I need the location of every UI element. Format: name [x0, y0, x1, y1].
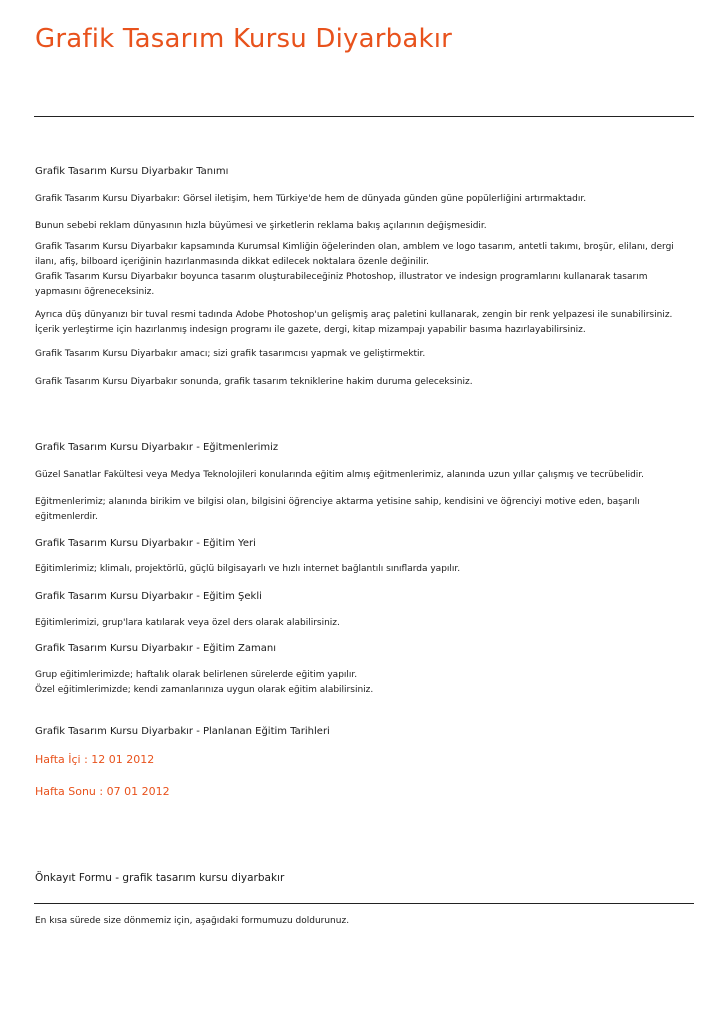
page-title: Grafik Tasarım Kursu Diyarbakır	[35, 24, 453, 54]
paragraph-format: Eğitimlerimizi, grup'lara katılarak veya özel ders olarak alabilirsiniz.	[35, 618, 340, 628]
section-heading-tarihler: Grafik Tasarım Kursu Diyarbakır - Planlanan Eğitim Tarihleri	[35, 726, 330, 737]
paragraph-line: Ayrıca düş dünyanızı bir tuval resmi tadında Adobe Photoshop'un gelişmiş araç paletini kullanarak, zengin bir renk yelpazesi ile sunabilirsiniz.	[35, 310, 673, 320]
paragraph-line: Grafik Tasarım Kursu Diyarbakır kapsamında Kurumsal Kimliğin öğelerinden olan, amblem ve logo tasarım, antetli takımı, broşür, elilanı, dergi	[35, 242, 674, 252]
date-weekend: Hafta Sonu : 07 01 2012	[35, 785, 170, 798]
section-heading-tanim: Grafik Tasarım Kursu Diyarbakır Tanımı	[35, 166, 229, 177]
paragraph-line: yapmasını öğreneceksiniz.	[35, 287, 155, 297]
date-weekday: Hafta İçi : 12 01 2012	[35, 753, 155, 766]
paragraph-line: eğitmenlerdir.	[35, 512, 98, 522]
paragraph-instructors-1: Güzel Sanatlar Fakültesi veya Medya Teknolojileri konularında eğitim almış eğitmenlerimiz, alanında uzun yıllar çalışmış ve tecrübelidir.	[35, 470, 645, 480]
paragraph-outcome: Grafik Tasarım Kursu Diyarbakır sonunda, grafik tasarım tekniklerine hakim duruma geleceksiniz.	[35, 377, 473, 387]
section-heading-egitim-sekli: Grafik Tasarım Kursu Diyarbakır - Eğitim Şekli	[35, 591, 262, 602]
form-divider	[34, 903, 694, 904]
form-instruction: En kısa sürede size dönmemiz için, aşağıdaki formumuzu doldurunuz.	[35, 916, 350, 926]
paragraph-line: Eğitmenlerimiz; alanında birikim ve bilgisi olan, bilgisini öğrenciye aktarma yetisine sahip, kendisini ve öğrenciyi motive eden, başarılı	[35, 497, 640, 507]
section-heading-egitmenler: Grafik Tasarım Kursu Diyarbakır - Eğitmenlerimiz	[35, 442, 279, 453]
section-heading-egitim-zamani: Grafik Tasarım Kursu Diyarbakır - Eğitim Zamanı	[35, 643, 277, 654]
paragraph-line: Özel eğitimlerimizde; kendi zamanlarınıza uygun olarak eğitim alabilirsiniz.	[35, 685, 374, 695]
paragraph-line: İçerik yerleştirme için hazırlanmış indesign programı ile gazete, dergi, kitap mizampajı yapabilir basıma hazırlayabilirsiniz.	[35, 325, 586, 335]
paragraph-reason: Bunun sebebi reklam dünyasının hızla büyümesi ve şirketlerin reklama bakış açılarının değişmesidir.	[35, 221, 487, 231]
paragraph-line: ilanı, afiş, bilboard içeriğinin hazırlanmasında dikkat edilecek noktalara özenle değinilir.	[35, 257, 429, 267]
form-heading: Önkayıt Formu - grafik tasarım kursu diyarbakır	[35, 872, 285, 884]
paragraph-intro: Grafik Tasarım Kursu Diyarbakır: Görsel iletişim, hem Türkiye'de hem de dünyada günden güne popülerliğini artırmaktadır.	[35, 194, 587, 204]
paragraph-goal: Grafik Tasarım Kursu Diyarbakır amacı; sizi grafik tasarımcısı yapmak ve geliştirmektir.	[35, 349, 426, 359]
paragraph-schedule	[35, 668, 693, 698]
paragraph-location: Eğitimlerimiz; klimalı, projektörlü, güçlü bilgisayarlı ve hızlı internet bağlantılı sınıflarda yapılır.	[35, 564, 461, 574]
paragraph-programs	[35, 308, 693, 338]
title-divider	[34, 116, 694, 117]
paragraph-instructors-2	[35, 495, 693, 525]
section-heading-egitim-yeri: Grafik Tasarım Kursu Diyarbakır - Eğitim Yeri	[35, 538, 256, 549]
paragraph-scope	[35, 240, 693, 300]
paragraph-line: Grafik Tasarım Kursu Diyarbakır boyunca tasarım oluşturabileceğiniz Photoshop, illustrator ve indesign programlarını kullanarak tasarım	[35, 272, 648, 282]
paragraph-line: Grup eğitimlerimizde; haftalık olarak belirlenen sürelerde eğitim yapılır.	[35, 670, 358, 680]
